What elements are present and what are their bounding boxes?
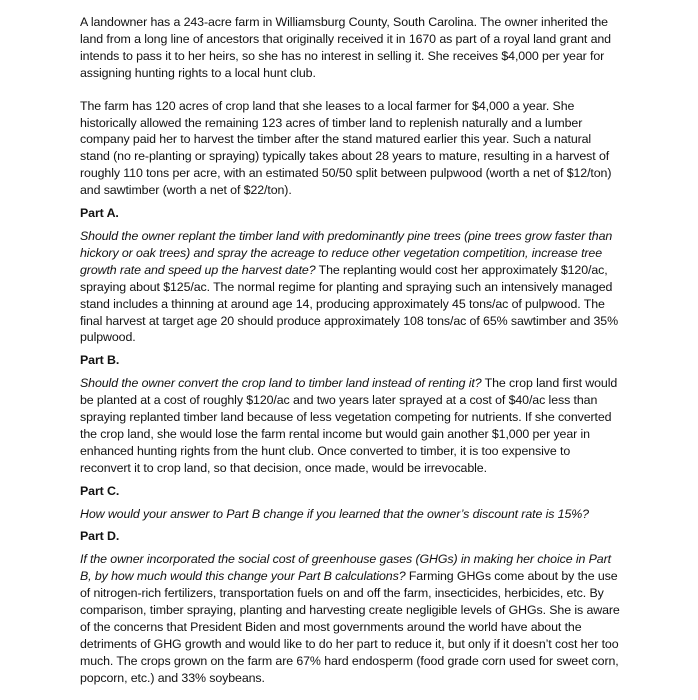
part-d-body: Farming GHGs come about by the use of nitrogen-rich fertilizers, transportation fuels on and off the farm, insecticides, herbicides, etc. By comparison, timber spraying, planting and harvesting create negligible levels of GHGs. She is aware of the concerns that President Biden and most governments around the world have about the detriments of GHG growth and would like to do her part to reduce it, but only if it doesn’t cost her too much. The crops grown on the farm are 67% hard endosperm (food grade corn used for sweet corn, popcorn, etc.) and 33% soybeans. <box>80 569 620 685</box>
part-d-heading: Part D. <box>80 529 120 544</box>
part-d-question: If the owner incorporated the social cost of greenhouse gases (GHGs) in making her choice in Part B, by how much would this change your Part B calculations? <box>80 552 611 584</box>
part-a-paragraph <box>80 228 620 346</box>
part-b-question: Should the owner convert the crop land to timber land instead of renting it? <box>80 376 482 391</box>
document-page <box>80 14 620 687</box>
part-b-heading: Part B. <box>80 353 120 368</box>
part-d-paragraph <box>80 551 620 686</box>
farm-paragraph: The farm has 120 acres of crop land that she leases to a local farmer for $4,000 a year. She historically allowed the remaining 123 acres of timber land to replenish naturally and a lumber company paid her to harvest the timber after the stand matured earlier this year. Such a natural stand (no re-planting or spraying) typically takes about 28 years to mature, resulting in a harvest of roughly 110 tons per acre, with an estimated 50/50 split between pulpwood (worth a net of $12/ton) and sawtimber (worth a net of $22/ton). <box>80 98 612 198</box>
part-c-paragraph <box>80 506 620 523</box>
part-a-question: Should the owner replant the timber land with predominantly pine trees (pine trees grow faster than hickory or oak trees) and spray the acreage to reduce other vegetation competition, increase tree growth rate and speed up the harvest date? <box>80 228 613 277</box>
part-b-body: The crop land first would be planted at a cost of roughly $120/ac and two years later sprayed at a cost of $40/ac less than spraying replanted timber land because of less vegetation competing for nutrients. If she converted the crop land, she would lose the farm rental income but would gain another $1,000 per year in enhanced hunting rights from the hunt club. Once converted to timber, it is too expensive to reconvert it to crop land, so that decision, once made, would be irrevocable. <box>80 376 618 475</box>
part-a-body: The replanting would cost her approximately $120/ac, spraying about $125/ac. The normal regime for planting and spraying such an intensively managed stand includes a thinning at around age 14, producing approximately 45 tons/ac of pulpwood. The final harvest at target age 20 should produce approximately 108 tons/ac of 65% sawtimber and 35% pulpwood. <box>80 262 618 345</box>
part-c-heading: Part C. <box>80 483 120 498</box>
part-a-heading: Part A. <box>80 206 119 221</box>
part-b-paragraph <box>80 375 620 476</box>
part-c-question: How would your answer to Part B change if you learned that the owner’s discount rate is 15%? <box>80 506 589 521</box>
intro-paragraph: A landowner has a 243-acre farm in Williamsburg County, South Carolina. The owner inherited the land from a long line of ancestors that originally received it in 1670 as part of a royal land grant and intends to pass it to her heirs, so she has no interest in selling it. She receives $4,000 per year for assigning hunting rights to a local hunt club. <box>80 15 611 80</box>
